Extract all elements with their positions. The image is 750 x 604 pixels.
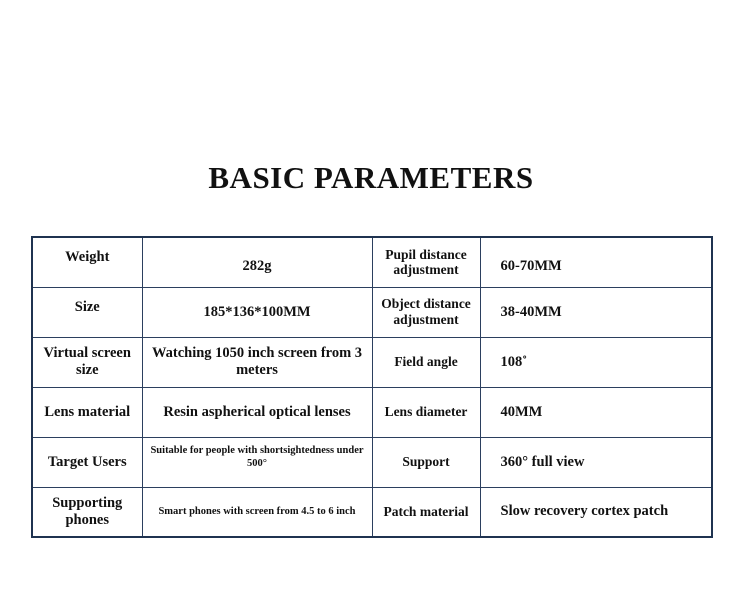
- param-value: Watching 1050 inch screen from 3 meters: [142, 337, 372, 387]
- table-row: [32, 487, 712, 537]
- param-label: Size: [32, 287, 142, 337]
- table-row: [32, 337, 712, 387]
- param-label: Lens material: [32, 387, 142, 437]
- param-label: Field angle: [372, 337, 480, 387]
- param-value: 108˚: [480, 337, 712, 387]
- param-value: Resin aspherical optical lenses: [142, 387, 372, 437]
- param-value: 40MM: [480, 387, 712, 437]
- param-label: Supporting phones: [32, 487, 142, 537]
- param-value: 282g: [142, 237, 372, 287]
- page-title: BASIC PARAMETERS: [208, 160, 534, 195]
- param-value: 360° full view: [480, 437, 712, 487]
- param-label: Weight: [32, 237, 142, 287]
- param-value: 38-40MM: [480, 287, 712, 337]
- param-label: Lens diameter: [372, 387, 480, 437]
- param-label: Object distance adjustment: [372, 287, 480, 337]
- param-value: Suitable for people with shortsightedness under 500°: [142, 437, 372, 487]
- table-row: [32, 387, 712, 437]
- table-row: [32, 287, 712, 337]
- param-label: Patch material: [372, 487, 480, 537]
- param-value: Smart phones with screen from 4.5 to 6 inch: [142, 487, 372, 537]
- param-value: 185*136*100MM: [142, 287, 372, 337]
- table-row: [32, 237, 712, 287]
- param-label: Target Users: [32, 437, 142, 487]
- parameters-table: [31, 236, 713, 538]
- param-label: Support: [372, 437, 480, 487]
- param-label: Virtual screen size: [32, 337, 142, 387]
- param-value: 60-70MM: [480, 237, 712, 287]
- param-label: Pupil distance adjustment: [372, 237, 480, 287]
- param-value: Slow recovery cortex patch: [480, 487, 712, 537]
- table-row: [32, 437, 712, 487]
